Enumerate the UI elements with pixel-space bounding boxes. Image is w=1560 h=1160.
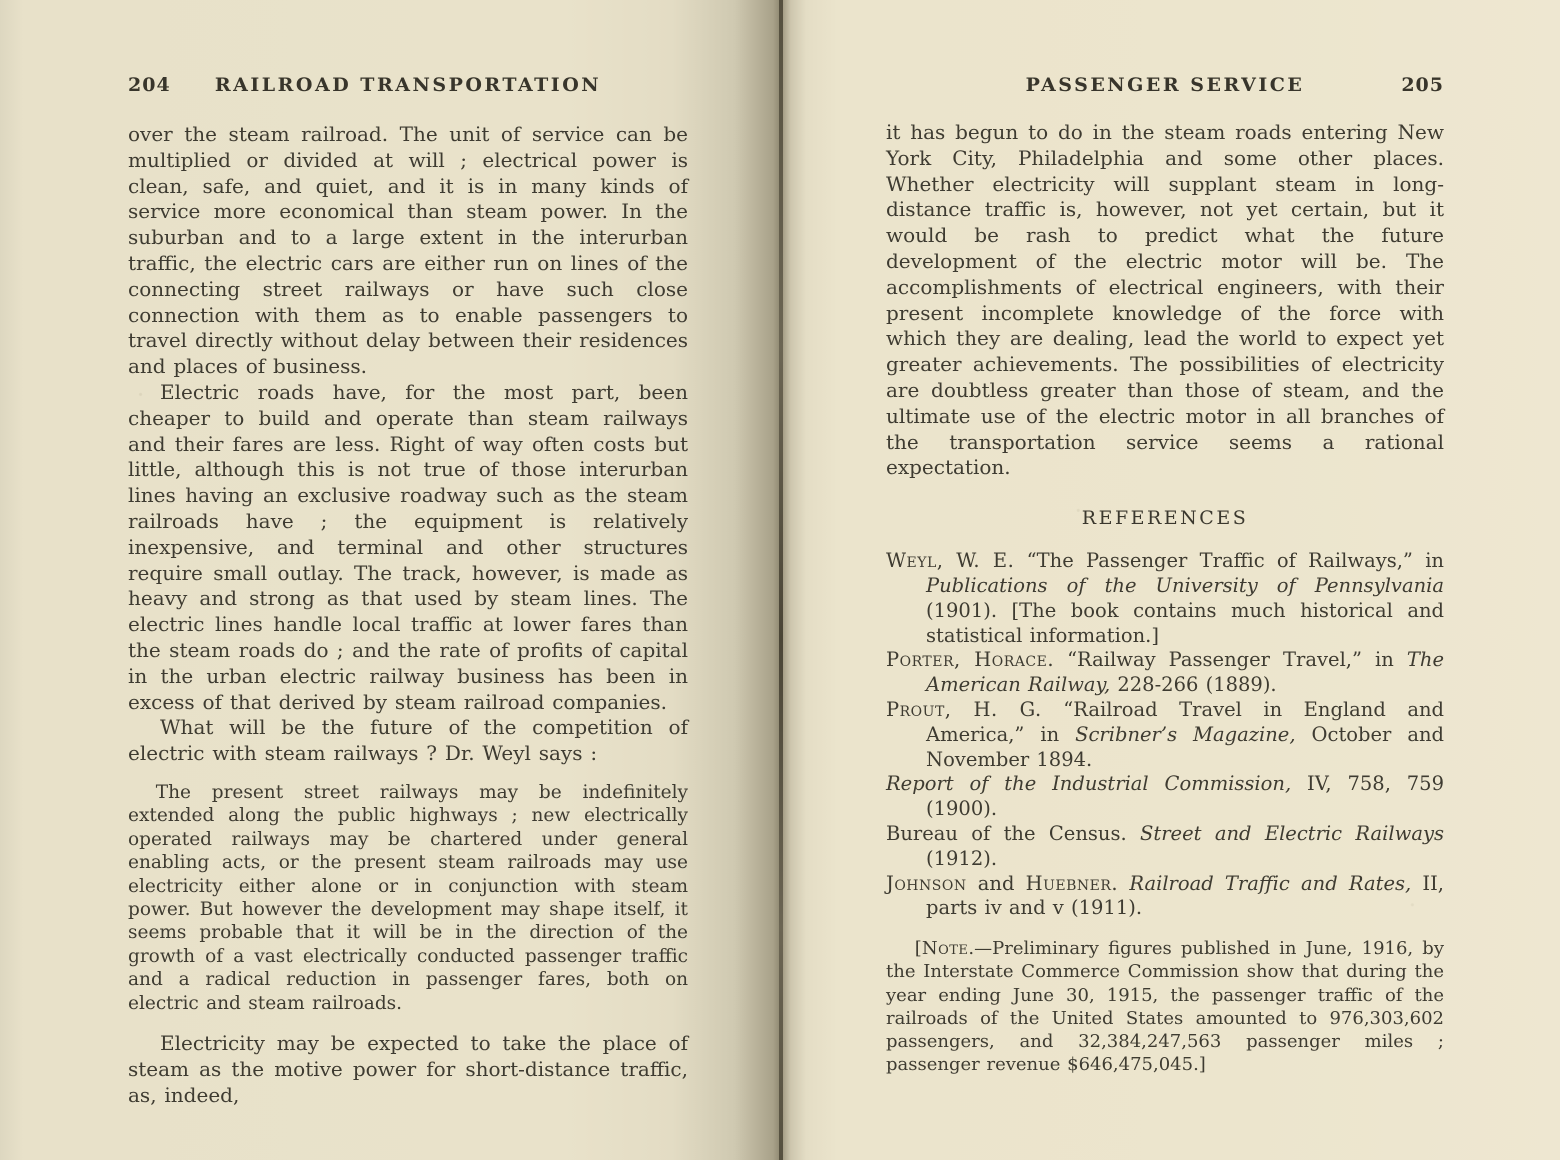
reference-text: “Railway Passenger Travel,” in xyxy=(1054,648,1407,672)
left-text-block xyxy=(128,122,688,1108)
reference-title: The American Railway, xyxy=(926,648,1444,697)
paragraph: Electricity may be expected to take the place of steam as the motive power for short-distance traffic, as, indeed, xyxy=(128,1030,688,1107)
reference-author: Prout, H. G. xyxy=(886,697,1042,721)
reference-entry xyxy=(886,772,1444,822)
reference-text: “Railroad Travel in England and America,” in xyxy=(926,697,1445,746)
left-running-head xyxy=(128,74,688,96)
reference-author: Johnson xyxy=(886,871,967,895)
reference-text: II, parts iv and v (1911). xyxy=(926,871,1444,920)
right-running-head xyxy=(886,74,1444,96)
reference-text: IV, 758, 759 (1900). xyxy=(926,772,1444,821)
paragraph: Electric roads have, for the most part, been cheaper to build and operate than steam railways and their fares are less. Right of way often costs but little, although this is not true of those interurban lines having an exclusive roadway such as the steam railroads have ; the equipment is relatively inexpensive, and terminal and other structures require small outlay. The track, however, is made as heavy and strong as that used by steam lines. The electric lines handle local traffic at lower fares than the steam roads do ; and the rate of profits of capital in the urban electric railway business has been in excess of that derived by steam railroad companies. xyxy=(128,379,688,714)
right-text-block xyxy=(886,120,1444,1076)
footnote-label: Note xyxy=(921,938,969,960)
reference-text: October and November 1894. xyxy=(926,722,1444,771)
reference-entry xyxy=(886,872,1444,922)
reference-title: Railroad Traffic and Rates, xyxy=(1129,871,1412,895)
reference-text: “The Passenger Traffic of Railways,” in xyxy=(1014,549,1444,573)
reference-title: Scribner’s Magazine, xyxy=(1075,722,1296,746)
reference-author: Weyl, W. E. xyxy=(886,549,1015,573)
reference-text: (1901). [The book contains much historical and statistical information.] xyxy=(926,598,1444,647)
reference-author: Bureau of the Census. xyxy=(886,821,1141,845)
right-header-title: PASSENGER SERVICE xyxy=(1025,74,1305,96)
reference-title: Street and Electric Railways xyxy=(1140,821,1444,845)
reference-title: Report of the Industrial Commission, xyxy=(886,772,1292,796)
reference-entry xyxy=(886,822,1444,872)
reference-text: and xyxy=(966,871,1026,895)
reference-entry xyxy=(886,648,1444,698)
reference-entry xyxy=(886,549,1444,648)
reference-author: Porter, Horace. xyxy=(886,648,1055,672)
left-header-title: RAILROAD TRANSPORTATION xyxy=(214,74,602,96)
reference-title: Publications of the University of Pennsylvania xyxy=(926,573,1444,597)
reference-text xyxy=(1118,872,1129,895)
paragraph: over the steam railroad. The unit of service can be multiplied or divided at will ; electrical power is clean, safe, and quiet, and it is in many kinds of service more economical than steam power. In the suburban and to a large extent in the interurban traffic, the electric cars are either run on lines of the connecting street railways or have such close connection with them as to enable passengers to travel directly without delay between their residences and places of business. xyxy=(128,122,688,379)
right-page xyxy=(783,0,1560,1160)
block-quote: The present street railways may be indefinitely extended along the public highways ; new electrically operated railways may be chartered under general enabling acts, or the present steam railroads may use electricity either alone or in conjunction with steam power. But however the development may shape itself, it seems probable that it will be in the direction of the growth of a vast electrically conducted passenger traffic and a radical reduction in passenger fares, both on electric and steam railroads. xyxy=(128,781,688,1014)
reference-text: (1912). xyxy=(926,846,998,870)
left-page-number: 204 xyxy=(128,74,171,96)
reference-author: Huebner. xyxy=(1025,871,1119,895)
footnote xyxy=(886,937,1444,1076)
reference-entry xyxy=(886,698,1444,772)
footnote-text: [ xyxy=(914,938,922,960)
reference-text: 228-266 (1889). xyxy=(1110,673,1277,697)
right-page-number: 205 xyxy=(1401,74,1444,96)
paragraph: it has begun to do in the steam roads entering New York City, Philadelphia and some other places. Whether electricity will supplant steam in long-distance traffic is, however, not yet certain, but it would be rash to predict what the future development of the electric motor will be. The accomplishments of electrical engineers, with their present incomplete knowledge of the force with which they are dealing, lead the world to expect yet greater achievements. The possibilities of electricity are doubtless greater than those of steam, and the ultimate use of the electric motor in all branches of the transportation service seems a rational expectation. xyxy=(886,120,1444,480)
paragraph: What will be the future of the competition of electric with steam railways ? Dr. Weyl says : xyxy=(128,715,688,766)
references-heading: REFERENCES xyxy=(1081,507,1249,530)
footnote-text: .—Preliminary figures published in June, 1916, by the Interstate Commerce Commission show that during the year ending June 30, 1915, the passenger traffic of the railroads of the United States amounted to 976,303,602 passengers, and 32,384,247,563 passenger miles ; passenger revenue $646,475,045.] xyxy=(886,938,1444,1076)
